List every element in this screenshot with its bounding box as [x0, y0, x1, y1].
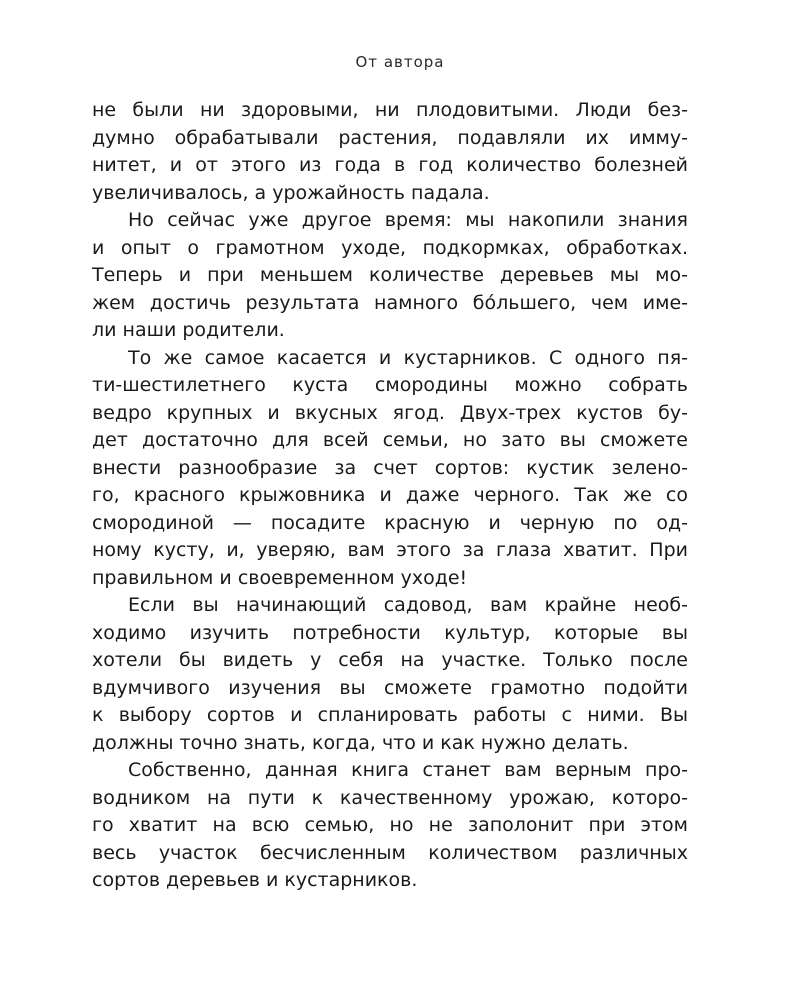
text-line: го хватит на всю семью, но не заполонит при этом: [92, 814, 688, 836]
text-line: к выбору сортов и спланировать работы с ними. Вы: [92, 704, 688, 726]
text-line: весь участок бесчисленным количеством различных: [92, 841, 688, 864]
text-line: не были ни здоровыми, ни плодовитыми. Люди без-: [92, 99, 688, 121]
text-line: ти-шестилетнего куста смородины можно собрать: [92, 374, 688, 396]
text-line: Но сейчас уже другое время: мы накопили знания: [128, 209, 688, 231]
text-line: вдумчивого изучения вы сможете грамотно подойти: [92, 676, 688, 699]
text-line: Если вы начинающий садовод, вам крайне необ-: [128, 594, 688, 616]
text-line: и опыт о грамотном уходе, подкормках, обработках.: [92, 236, 688, 259]
text-line: нитет, и от этого из года в год количество болезней: [92, 154, 688, 176]
text-line: ведро крупных и вкусных ягод. Двух-трех кустов бу-: [92, 401, 688, 424]
text-line: сортов деревьев и кустарников.: [92, 869, 418, 891]
text-line: водником на пути к качественному урожаю, которо-: [92, 786, 688, 809]
body-text: [92, 97, 688, 895]
text-line: ходимо изучить потребности культур, которые вы: [92, 621, 688, 644]
text-line: ли наши родители.: [92, 319, 285, 341]
text-line: дет достаточно для всей семьи, но зато вы сможете: [92, 429, 688, 451]
text-line: Теперь и при меньшем количестве деревьев мы мо-: [92, 264, 688, 286]
text-line: ному кусту, и, уверяю, вам этого за глаза хватит. При: [92, 539, 688, 561]
text-line: го, красного крыжовника и даже черного. Так же со: [92, 484, 688, 506]
text-line: смородиной — посадите красную и черную по од-: [92, 511, 688, 534]
text-line: правильном и своевременном уходе!: [92, 566, 468, 589]
text-line: жем достичь результата намного бо́льшего, чем име-: [92, 291, 688, 314]
text-line: внести разнообразие за счет сортов: кустик зелено-: [92, 456, 688, 479]
text-line: То же самое касается и кустарников. С одного пя-: [128, 346, 688, 369]
text-line: увеличивалось, а урожайность падала.: [92, 181, 490, 204]
text-line: Собственно, данная книга станет вам верным про-: [128, 759, 688, 781]
text-line: хотели бы видеть у себя на участке. Только после: [92, 649, 688, 671]
text-line: должны точно знать, когда, что и как нужно делать.: [92, 731, 629, 754]
running-header: От автора: [355, 53, 445, 71]
text-line: думно обрабатывали растения, подавляли их имму-: [92, 126, 688, 149]
